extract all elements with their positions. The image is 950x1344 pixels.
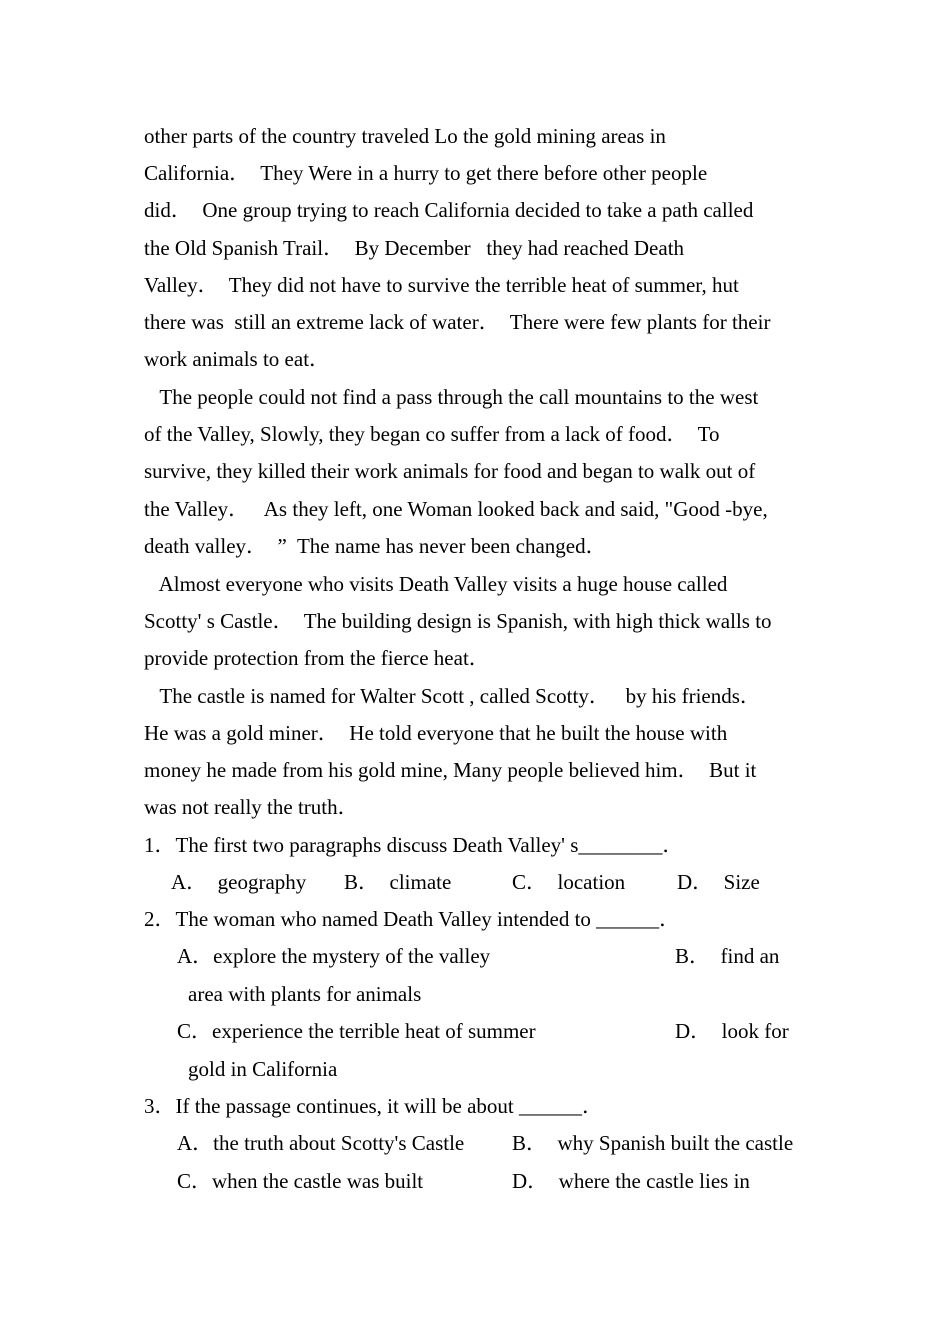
passage-line: California． They Were in a hurry to get there before other people	[144, 161, 708, 185]
question-1-stem: 1．The first two paragraphs discuss Death Valley' s________．	[144, 833, 684, 857]
question-1-option-b: B． climate	[344, 870, 452, 894]
passage-line: provide protection from the fierce heat．	[144, 646, 490, 670]
passage-line: other parts of the country traveled Lo the gold mining areas in	[144, 124, 666, 148]
question-1-option-d: D． Size	[677, 870, 760, 894]
passage-line: the Valley． As they left, one Woman looked back and said, "Good -bye,	[144, 497, 768, 521]
passage-line: work animals to eat．	[144, 347, 331, 371]
passage-line: The people could not find a pass through the call mountains to the west	[144, 385, 759, 409]
question-3-option-a: A．the truth about Scotty's Castle	[177, 1131, 465, 1155]
question-2-stem: 2．The woman who named Death Valley intended to ______．	[144, 907, 681, 931]
passage-line: Valley． They did not have to survive the terrible heat of summer, hut	[144, 273, 739, 297]
question-2-option-d-continued: gold in California	[188, 1057, 338, 1081]
question-2-option-a: A．explore the mystery of the valley	[177, 944, 491, 968]
passage-line: death valley． ” The name has never been changed．	[144, 534, 607, 558]
passage-line: He was a gold miner． He told everyone that he built the house with	[144, 721, 728, 745]
question-3-option-b: B． why Spanish built the castle	[512, 1131, 794, 1155]
passage-line: there was still an extreme lack of water． There were few plants for their	[144, 310, 771, 334]
question-2-option-b: B． find an	[675, 944, 780, 968]
passage-line: the Old Spanish Trail． By December they had reached Death	[144, 236, 685, 260]
passage-line: survive, they killed their work animals for food and began to walk out of	[144, 459, 756, 483]
question-2-option-b-continued: area with plants for animals	[188, 982, 422, 1006]
question-3-option-c: C．when the castle was built	[177, 1169, 424, 1193]
question-2-option-c: C．experience the terrible heat of summer	[177, 1019, 536, 1043]
passage-line: Almost everyone who visits Death Valley visits a huge house called	[144, 572, 728, 596]
passage-line: The castle is named for Walter Scott , called Scotty． by his friends．	[144, 684, 761, 708]
passage-line: money he made from his gold mine, Many people believed him． But it	[144, 758, 757, 782]
question-3-stem: 3．If the passage continues, it will be about ______．	[144, 1094, 603, 1118]
passage-line: of the Valley, Slowly, they began co suffer from a lack of food． To	[144, 422, 720, 446]
passage-line: was not really the truth．	[144, 795, 359, 819]
passage-line: did． One group trying to reach California decided to take a path called	[144, 198, 754, 222]
question-1-option-c: C． location	[512, 870, 626, 894]
question-2-option-d: D． look for	[675, 1019, 789, 1043]
passage-line: Scotty' s Castle． The building design is Spanish, with high thick walls to	[144, 609, 772, 633]
question-1-option-a: A． geography	[171, 870, 307, 894]
question-3-option-d: D． where the castle lies in	[512, 1169, 750, 1193]
